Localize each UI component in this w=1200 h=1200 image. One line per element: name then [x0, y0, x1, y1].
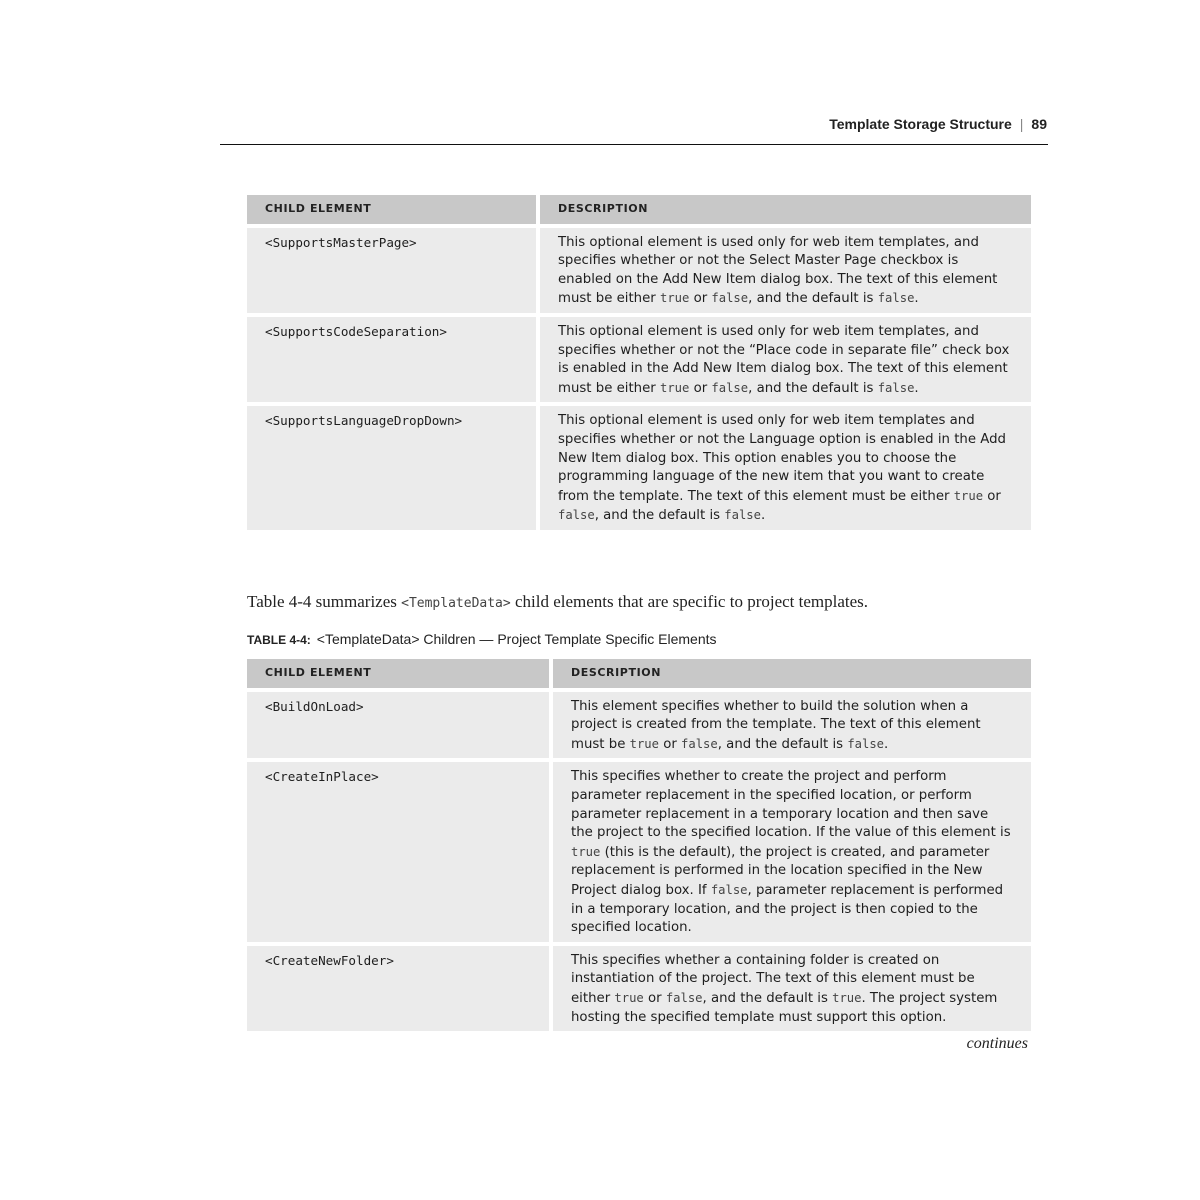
column-header-child-element: CHILD ELEMENT [247, 195, 536, 224]
child-element-description: This optional element is used only for web item templates, and specifies whether or not the “Place code in separate file” check box is enabled in the Add New Item dialog box. The text of this element must be either true or false, and the default is false. [540, 317, 1031, 402]
table-row [247, 317, 1031, 402]
child-element-description: This specifies whether to create the project and perform parameter replacement in the specified location, or perform parameter replacement in a temporary location and then save the project to the specified location. If the value of this element is true (this is the default), the project is created, and parameter replacement is performed in the location specified in the New Project dialog box. If false, parameter replacement is performed in a temporary location, and the project is then copied to the specified location. [553, 762, 1031, 941]
running-head [829, 116, 1047, 132]
continues-note: continues [966, 1035, 1028, 1052]
table-header-row [247, 195, 1031, 224]
header-separator: | [1019, 116, 1024, 132]
table-row [247, 946, 1031, 1031]
child-element-description: This element specifies whether to build the solution when a project is created from the template. The text of this element must be true or false, and the default is false. [553, 692, 1031, 759]
table-row [247, 762, 1031, 941]
project-template-elements-table [243, 655, 1035, 1035]
child-element-name: <CreateInPlace> [247, 762, 549, 941]
column-header-description: DESCRIPTION [553, 659, 1031, 688]
table-caption-text: <TemplateData> Children — Project Template Specific Elements [316, 631, 717, 647]
table-row [247, 228, 1031, 313]
body-paragraph: Table 4-4 summarizes <TemplateData> child elements that are specific to project templates. [247, 592, 869, 611]
column-header-description: DESCRIPTION [540, 195, 1031, 224]
child-element-table-continued [243, 191, 1035, 534]
child-element-name: <BuildOnLoad> [247, 692, 549, 759]
child-element-description: This optional element is used only for web item templates and specifies whether or not the Language option is enabled in the Add New Item dialog box. This option enables you to choose the programming language of the new item that you want to create from the template. The text of this element must be either true or false, and the default is false. [540, 406, 1031, 530]
child-element-name: <SupportsLanguageDropDown> [247, 406, 536, 530]
table-row [247, 406, 1031, 530]
table-caption [247, 631, 717, 647]
section-title: Template Storage Structure [829, 116, 1012, 132]
table-row [247, 692, 1031, 759]
child-element-name: <CreateNewFolder> [247, 946, 549, 1031]
page-number: 89 [1031, 116, 1047, 132]
column-header-child-element: CHILD ELEMENT [247, 659, 549, 688]
child-element-name: <SupportsCodeSeparation> [247, 317, 536, 402]
header-rule [220, 144, 1048, 145]
child-element-description: This optional element is used only for web item templates, and specifies whether or not the Select Master Page checkbox is enabled on the Add New Item dialog box. The text of this element must be either true or false, and the default is false. [540, 228, 1031, 313]
table-caption-label: TABLE 4-4: [247, 633, 311, 647]
child-element-name: <SupportsMasterPage> [247, 228, 536, 313]
table-header-row [247, 659, 1031, 688]
child-element-description: This specifies whether a containing folder is created on instantiation of the project. The text of this element must be either true or false, and the default is true. The project system hosting the specified template must support this option. [553, 946, 1031, 1031]
